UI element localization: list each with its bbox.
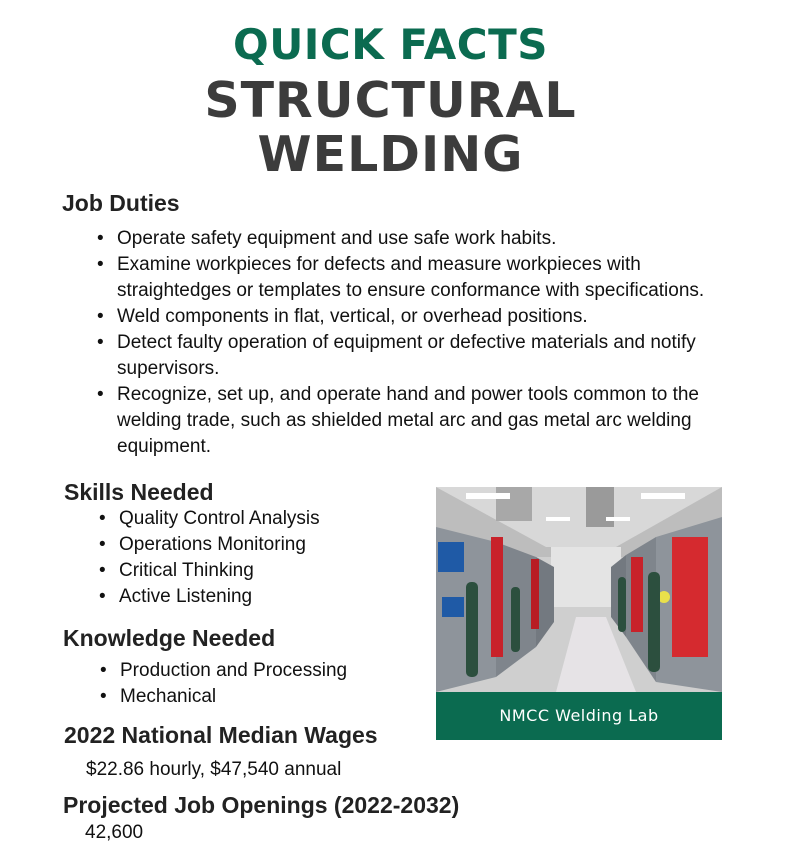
wages-heading: 2022 National Median Wages	[64, 722, 378, 748]
openings-heading: Projected Job Openings (2022-2032)	[63, 792, 460, 818]
title-welding: WELDING	[257, 126, 524, 183]
list-item: • Active Listening	[97, 584, 417, 610]
list-item: • Mechanical	[98, 684, 418, 710]
skills-list	[97, 506, 417, 610]
list-item: • Operations Monitoring	[97, 532, 417, 558]
photo-caption: NMCC Welding Lab	[436, 692, 722, 740]
title-structural: STRUCTURAL	[204, 72, 577, 129]
title-quick-facts: QUICK FACTS	[232, 20, 549, 69]
job-duties-list	[95, 226, 745, 460]
list-item: • Recognize, set up, and operate hand and power tools common to the welding trade, such as shielded metal arc and gas metal arc welding equipment.	[95, 382, 745, 460]
openings-value: 42,600	[85, 822, 144, 843]
wages-value: $22.86 hourly, $47,540 annual	[86, 759, 342, 780]
list-item: • Operate safety equipment and use safe work habits.	[95, 226, 745, 252]
list-item: • Examine workpieces for defects and measure workpieces with straightedges or templates to ensure conformance with specifications.	[95, 252, 745, 304]
list-item: • Production and Processing	[98, 658, 418, 684]
list-item: • Critical Thinking	[97, 558, 417, 584]
knowledge-heading: Knowledge Needed	[63, 625, 276, 651]
job-duties-heading: Job Duties	[62, 190, 180, 216]
list-item: • Weld components in flat, vertical, or overhead positions.	[95, 304, 745, 330]
skills-heading: Skills Needed	[64, 479, 214, 505]
list-item: • Quality Control Analysis	[97, 506, 417, 532]
welding-lab-photo	[436, 487, 722, 692]
knowledge-list	[98, 658, 418, 710]
list-item: • Detect faulty operation of equipment or defective materials and notify supervisors.	[95, 330, 745, 382]
